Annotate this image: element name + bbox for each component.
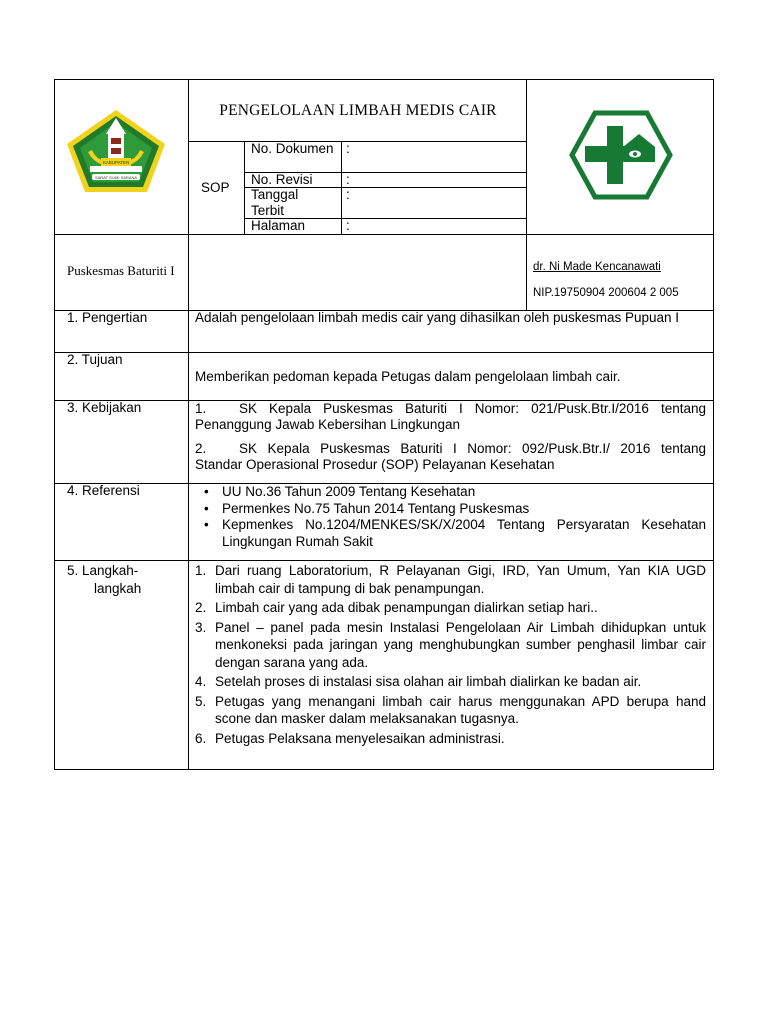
- section-label-langkah-line2: langkah: [94, 581, 142, 596]
- step-num: 1.: [195, 563, 207, 578]
- emblem-motto-text: SARAT GUMI SARANA: [94, 175, 138, 180]
- step-text: Dari ruang Laboratorium, R Pelayanan Gigi, IRD, Yan Umum, Yan KIA UGD limbah cair di tampung di bak penampungan.: [215, 563, 706, 596]
- sop-label: SOP: [201, 180, 230, 195]
- referensi-item-text: UU No.36 Tahun 2009 Tentang Kesehatan: [222, 484, 476, 499]
- field-label-tanggal-terbit: Tanggal Terbit: [251, 187, 299, 218]
- referensi-item-text: Kepmenkes No.1204/MENKES/SK/X/2004 Tentang Persyaratan Kesehatan Lingkungan Rumah Sakit: [222, 517, 706, 549]
- kebijakan-item-2-num: 2.: [195, 441, 207, 456]
- list-item: [195, 501, 706, 518]
- referensi-item-text: Permenkes No.75 Tahun 2014 Tentang Puskesmas: [222, 500, 530, 516]
- bullet-icon: •: [204, 517, 209, 532]
- field-value-tanggal-terbit: :: [346, 187, 350, 202]
- section-text-tujuan: Memberikan pedoman kepada Petugas dalam pengelolaan limbah cair.: [195, 369, 621, 384]
- header-bottom-line: [55, 234, 713, 235]
- kebijakan-item-1-cont: Penanggung Jawab Kebersihan Lingkungan: [195, 417, 460, 432]
- section-label-kebijakan: 3. Kebijakan: [67, 400, 142, 415]
- bullet-icon: •: [204, 500, 209, 516]
- row-line-tujuan: [55, 352, 713, 353]
- kebijakan-item-2-text: SK Kepala Puskesmas Baturiti I Nomor: 092/Pusk.Btr.I/ 2016 tentang: [239, 441, 706, 456]
- step-num: 2.: [195, 600, 207, 615]
- step-text: Petugas yang menangani limbah cair harus menggunakan APD berupa hand scone dan masker dalam melaksanakan tugasnya.: [215, 693, 706, 726]
- document-title: PENGELOLAAN LIMBAH MEDIS CAIR: [219, 102, 497, 119]
- list-item: [195, 619, 706, 672]
- column-divider-left: [188, 80, 189, 770]
- step-text: Petugas Pelaksana menyelesaikan administrasi.: [215, 730, 505, 746]
- signatory-nip: NIP.19750904 200604 2 005: [533, 287, 679, 299]
- signatory-name: dr. Ni Made Kencanawati: [533, 261, 661, 273]
- section-label-referensi: 4. Referensi: [67, 483, 140, 498]
- kebijakan-item-1-num: 1.: [195, 401, 207, 416]
- kebijakan-item-2: [195, 441, 706, 473]
- kebijakan-item-1: [195, 401, 706, 433]
- list-item: [195, 562, 706, 597]
- bullet-icon: •: [204, 484, 209, 499]
- row-line-langkah: [55, 560, 713, 561]
- list-item: [195, 693, 706, 728]
- list-item: [195, 599, 706, 617]
- step-num: 4.: [195, 674, 207, 689]
- kebijakan-item-2-cont: Standar Operasional Prosedur (SOP) Pelayanan Kesehatan: [195, 457, 555, 472]
- langkah-steps-list: [195, 562, 706, 749]
- kebijakan-item-1-text: SK Kepala Puskesmas Baturiti I Nomor: 021/Pusk.Btr.I/2016 tentang: [239, 401, 706, 416]
- field-label-no-dokumen: No. Dokumen: [251, 141, 334, 156]
- step-num: 5.: [195, 693, 207, 709]
- emblem-banner-text: KABUPATEN: [102, 160, 130, 165]
- regency-emblem-logo: [64, 108, 168, 194]
- step-text: Panel – panel pada mesin Instalasi Pengelolaan Air Limbah dihidupkan untuk menkoneksi pada jaringan yang menghubungkan sumber penghasil limbar cair dengan sarana yang ada.: [215, 619, 706, 670]
- puskesmas-cross-logo: [569, 110, 673, 200]
- step-num: 3.: [195, 619, 207, 635]
- field-value-no-dokumen: :: [346, 141, 350, 156]
- list-item: [195, 673, 706, 691]
- step-text: Limbah cair yang ada dibak penampungan dialirkan setiap hari..: [215, 600, 598, 615]
- referensi-list: [195, 484, 706, 550]
- field-label-halaman: Halaman: [251, 218, 306, 233]
- field-value-no-revisi: :: [346, 172, 350, 187]
- field-value-halaman: :: [346, 218, 350, 233]
- list-item: [195, 484, 706, 501]
- section-label-pengertian: 1. Pengertian: [67, 310, 148, 325]
- sop-document: [54, 79, 714, 770]
- organization-name: Puskesmas Baturiti I: [67, 263, 175, 278]
- section-label-langkah: [67, 562, 141, 598]
- field-label-no-revisi: No. Revisi: [251, 172, 313, 187]
- section-label-langkah-line1: 5. Langkah-: [67, 563, 139, 578]
- step-num: 6.: [195, 730, 207, 746]
- title-divider: [188, 141, 526, 142]
- step-text: Setelah proses di instalasi sisa olahan air limbah dialirkan ke badan air.: [215, 674, 642, 689]
- section-text-pengertian: Adalah pengelolaan limbah medis cair yang dihasilkan oleh puskesmas Pupuan I: [195, 310, 680, 325]
- list-item: [195, 730, 706, 748]
- list-item: [195, 517, 706, 550]
- section-label-tujuan: 2. Tujuan: [67, 352, 123, 367]
